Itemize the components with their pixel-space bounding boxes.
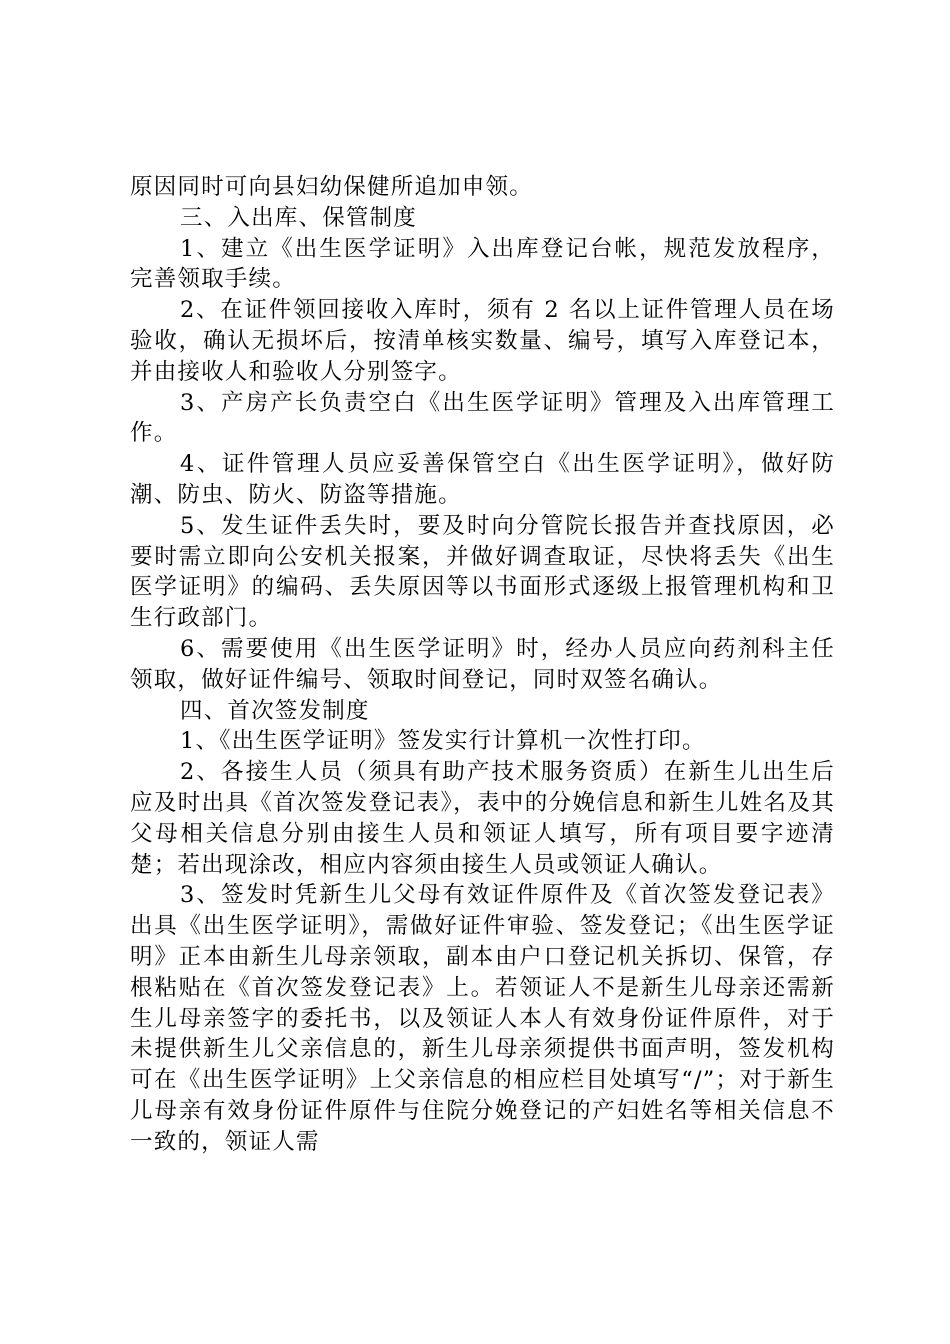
section-heading-storage: 三、入出库、保管制度: [180, 204, 418, 231]
paragraph-storage-6: 6、需要使用《出生医学证明》时，经办人员应向药剂科主任领取，做好证件编号、领取时间登记，同时双签名确认。: [130, 635, 835, 693]
paragraph-issuance-3: 3、签发时凭新生儿父母有效证件原件及《首次签发登记表》出具《出生医学证明》，需做好证件审验、签发登记；《出生医学证明》正本由新生儿母亲领取，副本由户口登记机关拆切、保管，存根粘贴在《首次签发登记表》上。若领证人不是新生儿母亲还需新生儿母亲签字的委托书，以及领证人本人有效身份证件原件，对于未提供新生儿父亲信息的，新生儿母亲须提供书面声明，签发机构可在《出生医学证明》上父亲信息的相应栏目处填写“/”；对于新生儿母亲有效身份证件原件与住院分娩登记的产妇姓名等相关信息不一致的，领证人需: [130, 882, 835, 1155]
paragraph-storage-4: 4、证件管理人员应妥善保管空白《出生医学证明》，做好防潮、防虫、防火、防盗等措施。: [130, 451, 835, 508]
document-body: [130, 172, 835, 1158]
paragraph-storage-2: 2、在证件领回接收入库时，须有 2 名以上证件管理人员在场验收，确认无损坏后，按清单核实数量、编号，填写入库登记本，并由接收人和验收人分别签字。: [130, 297, 835, 385]
paragraph-storage-3: 3、产房产长负责空白《出生医学证明》管理及入出库管理工作。: [130, 389, 835, 447]
paragraph-issuance-1: 1、《出生医学证明》签发实行计算机一次性打印。: [180, 728, 706, 755]
paragraph-continuation: 原因同时可向县妇幼保健所追加申领。: [130, 174, 533, 200]
paragraph-storage-1: 1、建立《出生医学证明》入出库登记台帐，规范发放程序，完善领取手续。: [130, 235, 835, 293]
paragraph-issuance-2: 2、各接生人员（须具有助产技术服务资质）在新生儿出生后应及时出具《首次签发登记表》，表中的分娩信息和新生儿姓名及其父母相关信息分别由接生人员和领证人填写，所有项目要字迹清楚；若出现涂改，相应内容须由接生人员或领证人确认。: [130, 759, 835, 878]
paragraph-storage-5: 5、发生证件丢失时，要及时向分管院长报告并查找原因，必要时需立即向公安机关报案，并做好调查取证，尽快将丢失《出生医学证明》的编码、丢失原因等以书面形式逐级上报管理机构和卫生行政部门。: [130, 512, 835, 632]
section-heading-issuance: 四、首次签发制度: [180, 697, 370, 724]
